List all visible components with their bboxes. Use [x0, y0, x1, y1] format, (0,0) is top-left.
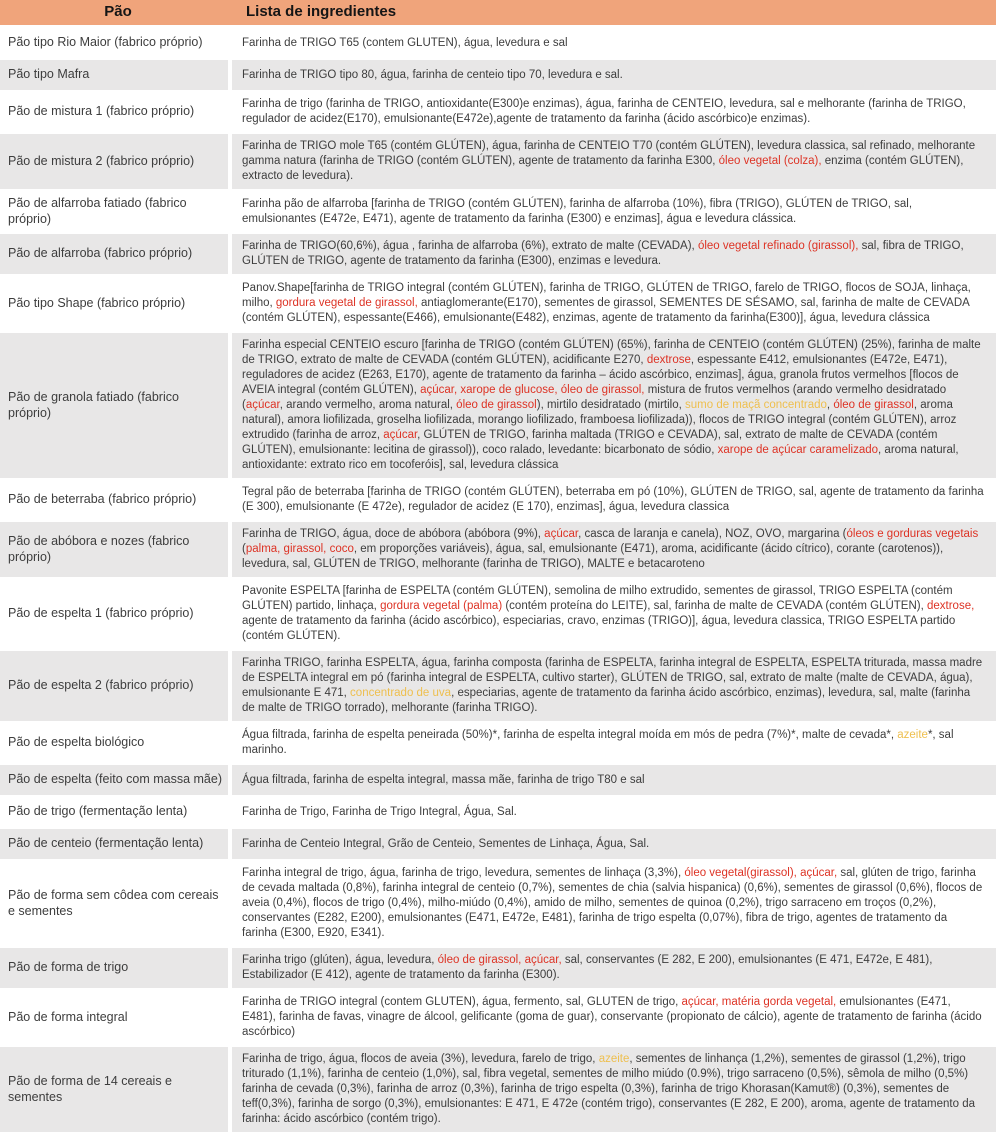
ingredients-cell [232, 579, 996, 649]
ingredients-cell [232, 800, 996, 825]
bread-name-cell: Pão de forma de trigo [0, 948, 232, 988]
bread-name-cell: Pão de trigo (fermentação lenta) [0, 797, 232, 827]
ingredient-segment: Farinha de TRIGO(60,6%), água , farinha de alfarroba (6%), extrato de malte (CEVADA), [242, 240, 698, 252]
table-row [0, 134, 996, 191]
ingredient-segment: , aroma natural, antioxidante: extrato rico em tocoferóis], sal, levedura clássica [242, 444, 959, 471]
ingredient-segment: Tegral pão de beterraba [farinha de TRIGO (contém GLÚTEN), beterraba em pó (10%), GLÚTEN de TRIGO, sal, agente de tratamento da farinha (E 300), emulsionante (E 472e), regulador de acidez (E 170), enzimas], água, levedura classica [242, 486, 984, 513]
ingredient-segment: sal, glúten de trigo, farinha de cevada maltada (0,8%), farinha integral de centeio (0,7%), sementes de chia (salvia hispanica) (0,6%), sementes de girassol (0,6%), flocos de aveia (0,4%), flocos de trigo (0,4%), milho-miúdo (0,4%), amido de milho, sementes de quinoa (0,2%), trigo sarraceno em troços (0,2%), conservantes (E282, E200), emulsionantes (E471, E472e, E481), farinha de trigo espelta (0,07%), fibra de trigo, agentes de tratamento da farinha (E300, E920, E341). [242, 867, 983, 939]
table-row [0, 522, 996, 579]
table-row [0, 651, 996, 723]
ingredient-segment: gordura vegetal (palma) [380, 600, 503, 612]
ingredient-segment: Farinha TRIGO, farinha ESPELTA, água, farinha composta (farinha de ESPELTA, farinha integral de ESPELTA, ESPELTA triturada, massa madre de ESPELTA integral em pó (farinha integral de ESPELTA, cultivo starter), GLÚTEN de TRIGO, sal, extrato de malte (malte de CEVADA, água), emulsionante E 471, [242, 657, 983, 699]
ingredient-segment: açúcar, matéria gorda vegetal, [681, 996, 837, 1008]
table-row [0, 1047, 996, 1134]
bread-name-cell: Pão de granola fatiado (fabrico próprio) [0, 333, 232, 478]
ingredient-segment: , casca de laranja e canela), NOZ, OVO, margarina ( [578, 528, 847, 540]
ingredients-cell [232, 192, 996, 232]
table-row [0, 829, 996, 861]
ingredients-cell [232, 522, 996, 577]
table-row [0, 861, 996, 948]
ingredient-segment: azeite [897, 729, 928, 741]
ingredient-segment: , aroma natural), amora liofilizada, groselha liofilizada, morango liofilizado, framboesa liofilizada)), flocos de TRIGO integral (contém GLÚTEN), arroz extrudido (farinha de arroz, [242, 399, 957, 441]
ingredients-cell [232, 832, 996, 857]
ingredient-segment: açúcar, xarope de glucose, óleo de girassol, [420, 384, 645, 396]
ingredient-segment: , especiarias, agente de tratamento da farinha ácido ascórbico, enzimas), levedura, sal, malte (farinha de malte de TRIGO torrado), melhorante (farinha TRIGO). [242, 687, 971, 714]
ingredients-cell [232, 276, 996, 331]
ingredient-segment: xarope de açúcar caramelizado [717, 444, 879, 456]
bread-name-cell: Pão de alfarroba (fabrico próprio) [0, 234, 232, 274]
ingredients-cell [232, 333, 996, 478]
ingredients-cell [232, 1047, 996, 1132]
ingredient-segment: óleo de girassol, açúcar, [437, 954, 562, 966]
ingredient-segment: Farinha de TRIGO T65 (contem GLUTEN), água, levedura e sal [242, 36, 568, 49]
ingredient-segment: ), mirtilo desidratado (mirtilo, [536, 399, 685, 411]
ingredient-segment: sal, fibra de TRIGO, GLÚTEN de TRIGO, agente de tratamento da farinha (E300), enzimas e levedura. [242, 240, 964, 267]
ingredients-cell [232, 768, 996, 793]
ingredient-segment: , em proporções variáveis), água, sal, emulsionante (E471), aroma, acidificante (ácido cítrico), corante (carotenos)), levedura, sal, GLÚTEN de TRIGO, melhorante (farinha de TRIGO), MALTE e betacaroteno [242, 543, 944, 570]
ingredient-segment: , espessante E412, emulsionantes (E472e, E471), reguladores de acidez (E263, E170), agente de tratamento da farinha – ácido ascórbico, enzimas], água, granola frutos vermelhos [flocos de AVEIA integral (contém GLÚTEN), [242, 354, 959, 396]
ingredients-cell [232, 134, 996, 189]
ingredient-segment: Farinha de TRIGO integral (contem GLUTEN), água, fermento, sal, GLUTEN de trigo, [242, 996, 682, 1008]
ingredient-segment: Farinha de Centeio Integral, Grão de Centeio, Sementes de Linhaça, Água, Sal. [242, 837, 650, 850]
ingredient-segment: , GLÚTEN de TRIGO, farinha maltada (TRIGO e CEVADA), sal, extrato de malte de CEVADA (contém GLÚTEN), emulsionante: lecitina de girassol)), coco ralado, levedante: bicarbonato de sódio, [242, 429, 938, 456]
ingredient-segment: óleo vegetal (colza), [718, 155, 822, 167]
ingredient-segment: dextrose [646, 354, 691, 366]
ingredient-segment: antiaglomerante(E170), sementes de girassol, SEMENTES DE SÉSAMO, sal, farinha de malte de CEVADA (contém GLÚTEN), espessante(E466), emulsionante(E482), enzimas, agente de tratamento da farinha(E300)], água, levedura clássica [242, 297, 970, 324]
table-row [0, 579, 996, 651]
ingredient-segment: emulsionantes (E471, E481), farinha de favas, vinagre de álcool, gelificante (goma de guar), conservante (propionato de cálcio), agente de tratamento de farinha (ácido ascórbico) [242, 996, 982, 1038]
header-bread-column: Pão [104, 3, 132, 20]
table-row [0, 765, 996, 797]
ingredients-cell [232, 92, 996, 132]
ingredient-segment: dextrose, [926, 600, 975, 612]
bread-name-cell: Pão de mistura 1 (fabrico próprio) [0, 92, 232, 132]
ingredient-segment: Farinha de trigo, água, flocos de aveia (3%), levedura, farelo de trigo, [242, 1053, 599, 1065]
table-row [0, 723, 996, 765]
bread-name-cell: Pão de forma sem côdea com cereais e sementes [0, 861, 232, 946]
ingredient-segment: Farinha de TRIGO, água, doce de abóbora (abóbora (9%), [242, 528, 545, 540]
ingredient-segment: *, sal marinho. [242, 729, 954, 756]
table-row [0, 480, 996, 522]
bread-name-cell: Pão tipo Mafra [0, 60, 232, 90]
ingredients-table-body [0, 28, 996, 1134]
ingredients-cell [232, 861, 996, 946]
ingredient-segment: , [826, 399, 834, 411]
table-row [0, 797, 996, 829]
ingredient-segment: ( [242, 543, 246, 555]
ingredients-cell [232, 723, 996, 763]
ingredient-segment: açúcar [383, 429, 418, 441]
table-row [0, 333, 996, 480]
ingredients-cell [232, 480, 996, 520]
ingredient-segment: óleo de girassol [456, 399, 537, 411]
ingredient-segment: açúcar [544, 528, 579, 540]
ingredients-cell [232, 31, 996, 56]
header-ingredients-column: Lista de ingredientes [246, 3, 397, 20]
bread-name-cell: Pão de espelta (feito com massa mãe) [0, 765, 232, 795]
ingredient-segment: Farinha de trigo (farinha de TRIGO, antioxidante(E300)e enzimas), água, farinha de CENTEIO, levedura, sal e melhorante (farinha de TRIGO, regulador de acidez(E170), emulsionante(E472e),agente de tratamento da farinha (ácido ascórbico)e enzimas). [242, 98, 966, 125]
table-row [0, 990, 996, 1047]
ingredients-cell [232, 63, 996, 88]
ingredient-segment: Pavonite ESPELTA [farinha de ESPELTA (contém GLÚTEN), semolina de milho extrudido, sementes de girassol, TRIGO ESPELTA (contém GLÚTEN) partido, linhaça, [242, 585, 953, 612]
bread-name-cell: Pão de mistura 2 (fabrico próprio) [0, 134, 232, 189]
ingredient-segment: açúcar [245, 399, 280, 411]
ingredient-segment: Farinha pão de alfarroba [farinha de TRIGO (contém GLÚTEN), farinha de alfarroba (10%), fibra (TRIGO), GLÚTEN de TRIGO, sal, emulsionantes (E472e, E471), agente de tratamento da farinha (E300) e enzimas], água e levedura clássica. [242, 197, 913, 225]
ingredient-segment: óleo de girassol [833, 399, 914, 411]
ingredient-segment: , sementes de linhança (1,2%), sementes de girassol (1,2%), trigo triturado (1,1%), farinha de centeio (1,0%), sal, fibra vegetal, sementes de milho miúdo (0.9%), trigo sarraceno (0,5%), sêmola de milho (0,5%) farinha de cevada (0,3%), farinha de arroz (0,3%), farinha de trigo espelta (0,3%), farinha de trigo Khorasan(Kamut®) (0,3%), sementes de teff(0,3%), farinha de sorgo (0,3%), emulsionantes: E 471, E 472e (contém trigo), conservantes (E 282, E 200), aroma, agente de tratamento da farinha: ácido ascórbico (contém trigo). [242, 1053, 976, 1125]
bread-name-cell: Pão de centeio (fermentação lenta) [0, 829, 232, 859]
ingredient-segment: azeite [598, 1053, 630, 1065]
table-row [0, 276, 996, 333]
ingredients-cell [232, 651, 996, 721]
ingredient-segment: Água filtrada, farinha de espelta integral, massa mãe, farinha de trigo T80 e sal [242, 773, 645, 786]
ingredient-segment: , arando vermelho, aroma natural, [279, 399, 457, 411]
bread-name-cell: Pão de abóbora e nozes (fabrico próprio) [0, 522, 232, 577]
ingredient-segment: concentrado de uva [350, 687, 452, 699]
ingredient-segment: Farinha de Trigo, Farinha de Trigo Integral, Água, Sal. [242, 805, 517, 818]
table-row [0, 60, 996, 92]
ingredient-segment: Farinha de TRIGO tipo 80, água, farinha de centeio tipo 70, levedura e sal. [242, 68, 623, 81]
ingredient-segment: óleo vegetal refinado (girassol), [697, 240, 859, 252]
ingredient-segment: Farinha de TRIGO mole T65 (contém GLÚTEN), água, farinha de CENTEIO T70 (contém GLÚTEN), levedura classica, sal refinado, melhorante gamma natura (farinha de TRIGO (contém GLÚTEN), agente de tratamento da farinha E300, [242, 140, 976, 167]
ingredient-segment: sal, conservantes (E 282, E 200), emulsionantes (E 471, E472e, E 481), Estabilizador (E 412), agente de tratamento da farinha (E300). [242, 954, 933, 981]
bread-name-cell: Pão de forma integral [0, 990, 232, 1045]
ingredient-segment: óleos e gorduras vegetais [846, 528, 979, 540]
bread-name-cell: Pão de espelta 1 (fabrico próprio) [0, 579, 232, 649]
ingredient-segment: agente de tratamento da farinha (ácido ascórbico), especiarias, cravo, enzimas (TRIGO)], água, levedura classica, TRIGO ESPELTA partido (contém GLÚTEN). [242, 615, 956, 642]
ingredients-cell [232, 948, 996, 988]
ingredient-segment: óleo vegetal(girassol), açúcar, [684, 867, 838, 879]
table-row [0, 28, 996, 60]
bread-name-cell: Pão de forma de 14 cereais e sementes [0, 1047, 232, 1132]
ingredient-segment: mistura de frutos vermelhos (arando vermelho desidratado ( [242, 384, 947, 411]
bread-name-cell: Pão de espelta biológico [0, 723, 232, 763]
bread-name-cell: Pão tipo Shape (fabrico próprio) [0, 276, 232, 331]
table-row [0, 191, 996, 234]
ingredient-segment: (contém proteína do LEITE), sal, farinha de malte de CEVADA (contém GLÚTEN), [502, 600, 927, 612]
ingredient-segment: sumo de maçã concentrado [685, 399, 827, 411]
ingredient-segment: palma, girassol, coco [245, 543, 354, 555]
ingredient-segment: Panov.Shape[farinha de TRIGO integral (contém GLÚTEN), farinha de TRIGO, GLÚTEN de TRIGO, farelo de TRIGO, flocos de SOJA, linhaça, milho, [242, 282, 971, 309]
ingredient-segment: Farinha especial CENTEIO escuro [farinha de TRIGO (contém GLÚTEN) (65%), farinha de CENTEIO (contém GLÚTEN) (25%), farinha de malte de TRIGO, extrato de malte de CEVADA (contém GLÚTEN), acidificante E270, [242, 339, 981, 366]
ingredient-segment: enzima (contém GLÚTEN), extracto de levedura). [242, 155, 964, 182]
ingredients-cell [232, 234, 996, 274]
ingredient-segment: Farinha integral de trigo, água, farinha de trigo, levedura, sementes de linhaça (3,3%), [242, 867, 685, 879]
ingredient-segment: gordura vegetal de girassol, [275, 297, 418, 309]
bread-name-cell: Pão de beterraba (fabrico próprio) [0, 480, 232, 520]
bread-name-cell: Pão tipo Rio Maior (fabrico próprio) [0, 28, 232, 58]
table-row [0, 948, 996, 990]
table-row [0, 92, 996, 134]
bread-name-cell: Pão de alfarroba fatiado (fabrico próprio) [0, 191, 232, 232]
ingredient-segment: Farinha trigo (glúten), água, levedura, [242, 954, 438, 966]
bread-name-cell: Pão de espelta 2 (fabrico próprio) [0, 651, 232, 721]
ingredients-cell [232, 990, 996, 1045]
ingredient-segment: Água filtrada, farinha de espelta peneirada (50%)*, farinha de espelta integral moída em mós de pedra (7%)*, malte de cevada*, [242, 729, 898, 741]
table-header-row [0, 0, 996, 28]
table-row [0, 234, 996, 276]
